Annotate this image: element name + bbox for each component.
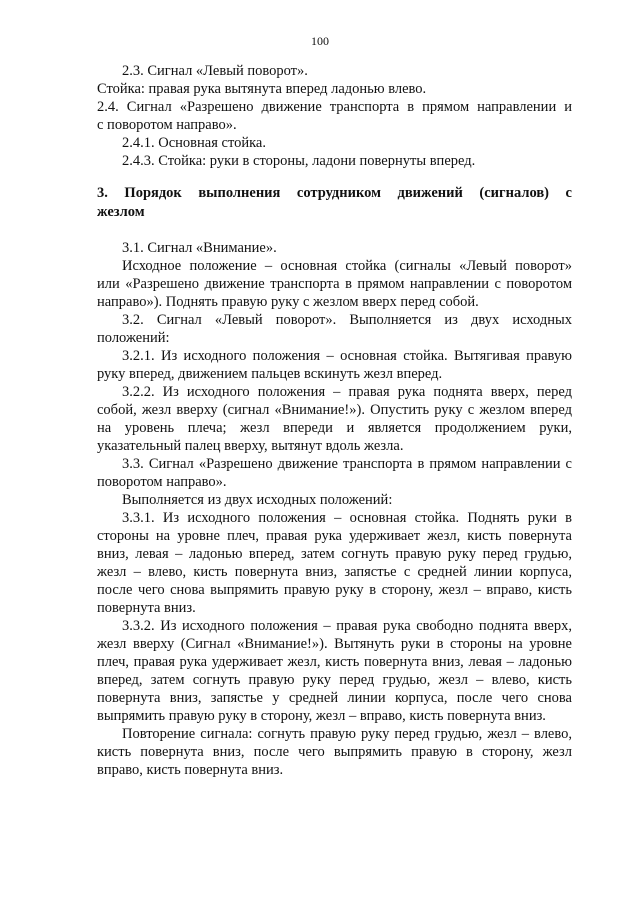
text-line: повернута вниз. — [97, 600, 196, 616]
text-line: повернута вниз, запястье у средней линии корпуса, после чего снова — [97, 690, 572, 706]
text-line: положений: — [97, 330, 170, 346]
text-line: вперед, затем согнуть правую руку перед грудью, жезл – влево, кисть — [97, 672, 572, 688]
text-line: 3.3.2. Из исходного положения – правая рука свободно поднята вверх, — [122, 618, 572, 634]
text-line: 2.4.1. Основная стойка. — [122, 135, 266, 151]
text-line: Стойка: правая рука вытянута вперед ладонью влево. — [97, 81, 427, 97]
text-line: руку вперед, движением пальцев вскинуть жезл вперед. — [97, 366, 443, 382]
text-line: кисть повернута вниз, после чего выпрямить правую в сторону, жезл — [97, 744, 572, 760]
text-line: 2.3. Сигнал «Левый поворот». — [122, 63, 308, 79]
text-line: 2.4.3. Стойка: руки в стороны, ладони повернуты вперед. — [122, 153, 476, 169]
text-line: стороны на уровне плеч, правая рука удерживает жезл, кисть повернута — [97, 528, 572, 544]
text-line: указательный палец вверху, вытянут вдоль жезла. — [97, 438, 404, 454]
text-line: или «Разрешено движение транспорта в прямом направлении с поворотом — [97, 276, 572, 292]
text-line: 3.2. Сигнал «Левый поворот». Выполняется из двух исходных — [122, 312, 572, 328]
text-line: направо»). Поднять правую руку с жезлом вверх перед собой. — [97, 294, 479, 310]
text-line: 2.4. Сигнал «Разрешено движение транспорта в прямом направлении и — [97, 99, 572, 115]
text-line: вниз, левая – ладонью вперед, затем согнуть правую руку перед грудью, — [97, 546, 572, 562]
text-line: 3.3.1. Из исходного положения – основная стойка. Поднять руки в — [122, 510, 572, 526]
text-line: выпрямить правую руку в сторону, жезл – вправо, кисть повернута вниз. — [97, 708, 546, 724]
section-heading: 3. Порядок выполнения сотрудником движений (сигналов) с — [97, 185, 572, 201]
text-line: Исходное положение – основная стойка (сигналы «Левый поворот» — [122, 258, 572, 274]
text-line: 3.2.1. Из исходного положения – основная стойка. Вытягивая правую — [122, 348, 572, 364]
text-line: Повторение сигнала: согнуть правую руку перед грудью, жезл – влево, — [122, 726, 572, 742]
text-line: 3.1. Сигнал «Внимание». — [122, 240, 277, 256]
section-heading: жезлом — [97, 204, 145, 220]
text-line: жезл – влево, кисть повернута вниз, запястье с средней линии корпуса, — [97, 564, 572, 580]
page-number: 100 — [311, 34, 329, 48]
text-line: 3.2.2. Из исходного положения – правая рука поднята вверх, перед — [122, 384, 572, 400]
text-line: жезл вверху (Сигнал «Внимание!»). Вытянуть руки в стороны на уровне — [97, 636, 572, 652]
text-line: собой, жезл вверху (сигнал «Внимание!»). Опустить руку с жезлом вперед — [97, 402, 572, 418]
text-line: 3.3. Сигнал «Разрешено движение транспорта в прямом направлении с — [122, 456, 572, 472]
text-line: на уровень плеча; жезл впереди и является продолжением руки, — [97, 420, 572, 436]
text-line: плеч, правая рука удерживает жезл, кисть повернута вниз, левая – ладонью — [97, 654, 572, 670]
text-line: Выполняется из двух исходных положений: — [122, 492, 393, 508]
text-line: с поворотом направо». — [97, 117, 237, 133]
text-line: поворотом направо». — [97, 474, 227, 490]
text-line: вправо, кисть повернута вниз. — [97, 762, 284, 778]
text-line: после чего снова выпрямить правую руку в сторону, жезл – вправо, кисть — [97, 582, 572, 598]
